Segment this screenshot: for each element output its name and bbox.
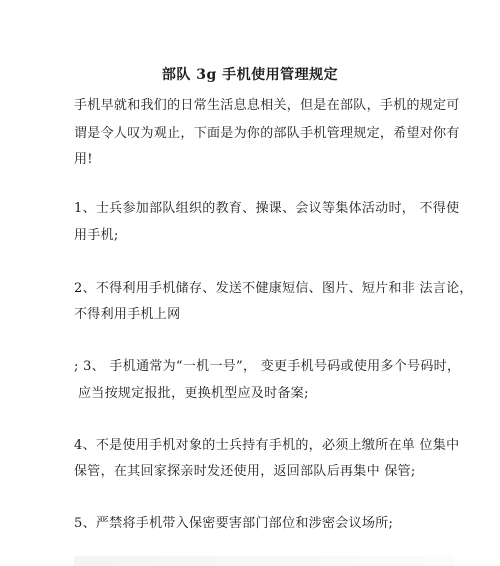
cut-off-text-fade — [74, 556, 454, 566]
paragraph-line: 用! — [74, 152, 93, 167]
paragraph-line: 谓是令人叹为观止，下面是为你的部队手机管理规定，希望对你有 — [74, 126, 460, 141]
paragraph-line: 5、严禁将手机带入保密要害部门部位和涉密会议场所; — [74, 516, 394, 531]
paragraph-line: 不得利用手机上网 — [74, 307, 181, 322]
paragraph-line: 保管，在其回家探亲时发还使用，返回部队后再集中 保管; — [74, 464, 416, 479]
document-title: 部队 3g 手机使用管理规定 — [161, 67, 339, 83]
paragraph-line: 1、士兵参加部队组织的教育、操课、会议等集体活动时， 不得使 — [74, 201, 460, 216]
paragraph-line: 应当按规定报批，更换机型应及时备案; — [78, 386, 309, 401]
paragraph-line: 4、不是使用手机对象的士兵持有手机的，必须上缴所在单 位集中 — [74, 438, 460, 453]
paragraph-line: 2、不得利用手机储存、发送不健康短信、图片、短片和非 法言论， — [74, 281, 473, 296]
paragraph-line: 手机早就和我们的日常生活息息相关，但是在部队，手机的规定可 — [74, 98, 460, 113]
paragraph-line: 用手机; — [74, 228, 119, 243]
paragraph-line: ; 3、 手机通常为“一机一号”， 变更手机号码或使用多个号码时， — [74, 359, 461, 374]
